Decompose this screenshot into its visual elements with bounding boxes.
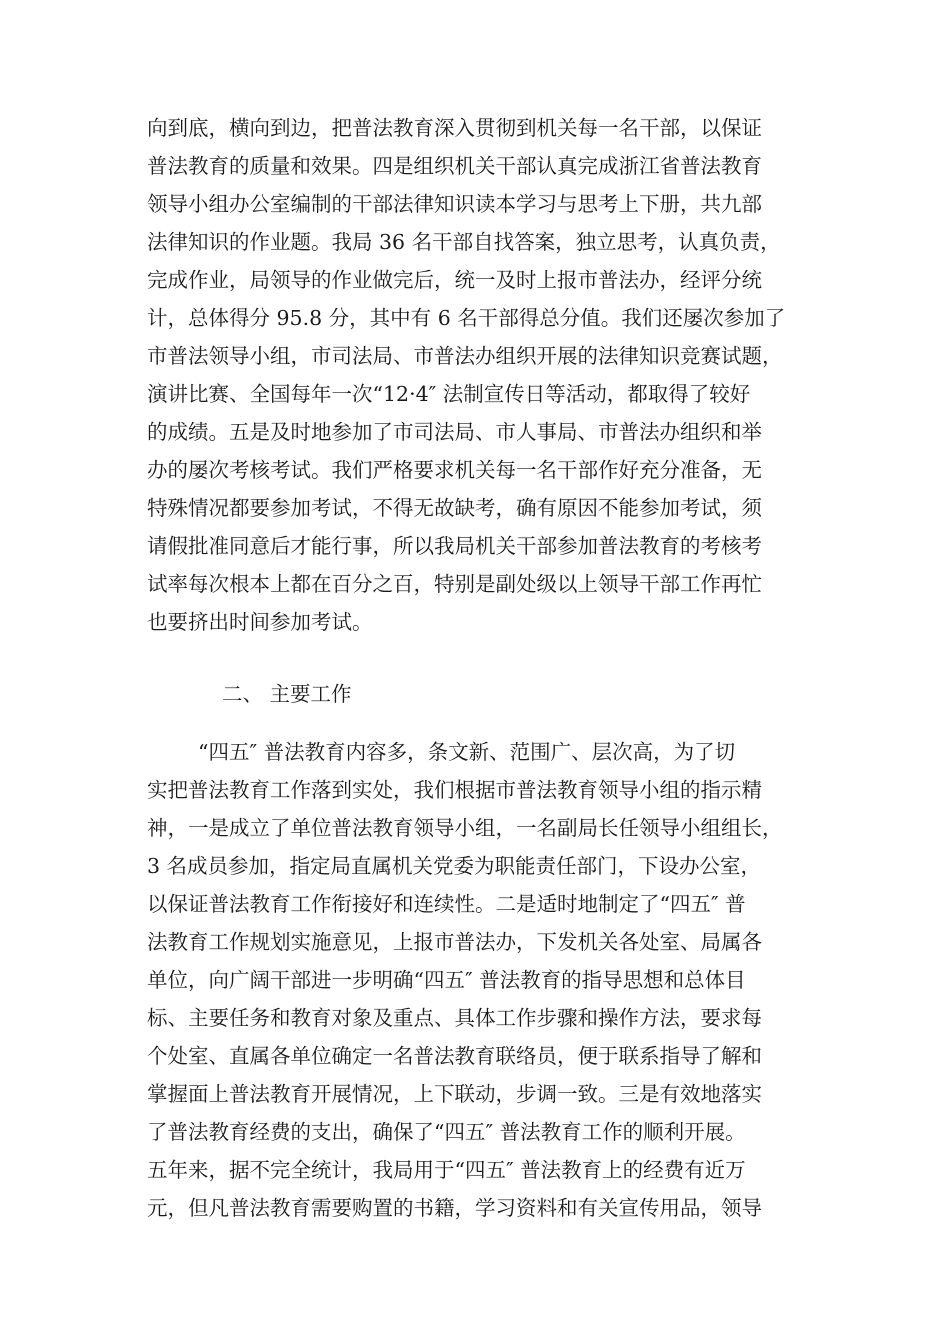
paragraph-2-line: “四五″ 普法教育内容多，条文新、范围广、层次高，为了切 [198, 740, 736, 764]
paragraph-1-line: 也要挤出时间参加考试。 [147, 610, 373, 634]
paragraph-2-line: 个处室、直属各单位确定一名普法教育联络员，便于联系指导了解和 [147, 1044, 762, 1068]
paragraph-2-line: 单位，向广阔干部进一步明确“四五″ 普法教育的指导思想和总体目 [147, 968, 746, 992]
paragraph-1-line: 特殊情况都要参加考试，不得无故缺考，确有原因不能参加考试，须 [147, 496, 762, 520]
paragraph-1-line: 完成作业，局领导的作业做完后，统一及时上报市普法办，经评分统 [147, 268, 762, 292]
paragraph-1-line: 法律知识的作业题。我局 36 名干部自找答案，独立思考，认真负责， [147, 230, 781, 254]
paragraph-1-line: 计，总体得分 95.8 分，其中有 6 名干部得总分值。我们还屡次参加了 [147, 306, 786, 330]
paragraph-1-line: 办的屡次考核考试。我们严格要求机关每一名干部作好充分准备，无 [147, 458, 762, 482]
paragraph-2-line: 神，一是成立了单位普法教育领导小组，一名副局长任领导小组组长， [147, 816, 783, 840]
paragraph-2-line: 元，但凡普法教育需要购置的书籍，学习资料和有关宣传用品，领导 [147, 1196, 762, 1220]
paragraph-2-line: 3 名成员参加，指定局直属机关党委为职能责任部门，下设办公室， [147, 854, 762, 878]
paragraph-1-line: 领导小组办公室编制的干部法律知识读本学习与思考上下册，共九部 [147, 192, 762, 216]
paragraph-1-line: 演讲比赛、全国每年一次“12·4″ 法制宣传日等活动，都取得了较好 [147, 382, 751, 406]
paragraph-2-line: 掌握面上普法教育开展情况，上下联动，步调一致。三是有效地落实 [147, 1082, 762, 1106]
paragraph-1-line: 市普法领导小组，市司法局、市普法办组织开展的法律知识竞赛试题， [147, 344, 783, 368]
paragraph-2-line: 五年来，据不完全统计，我局用于“四五″ 普法教育上的经费有近万 [147, 1158, 746, 1182]
paragraph-2-line: 标、主要任务和教育对象及重点、具体工作步骤和操作方法，要求每 [147, 1006, 762, 1030]
paragraph-1-line: 的成绩。五是及时地参加了市司法局、市人事局、市普法办组织和举 [147, 420, 762, 444]
paragraph-2-line: 了普法教育经费的支出，确保了“四五″ 普法教育工作的顺利开展。 [147, 1120, 746, 1144]
paragraph-2-line: 以保证普法教育工作衔接好和连续性。二是适时地制定了“四五″ 普 [147, 892, 746, 916]
paragraph-1-line: 请假批准同意后才能行事，所以我局机关干部参加普法教育的考核考 [147, 534, 762, 558]
section-heading: 二、 主要工作 [222, 682, 352, 706]
paragraph-2-line: 实把普法教育工作落到实处，我们根据市普法教育领导小组的指示精 [147, 778, 762, 802]
paragraph-1-line: 向到底，横向到边，把普法教育深入贯彻到机关每一名干部，以保证 [147, 116, 762, 140]
paragraph-1-line: 普法教育的质量和效果。四是组织机关干部认真完成浙江省普法教育 [147, 154, 762, 178]
paragraph-2-line: 法教育工作规划实施意见，上报市普法办，下发机关各处室、局属各 [147, 930, 762, 954]
paragraph-1-line: 试率每次根本上都在百分之百，特别是副处级以上领导干部工作再忙 [147, 572, 762, 596]
